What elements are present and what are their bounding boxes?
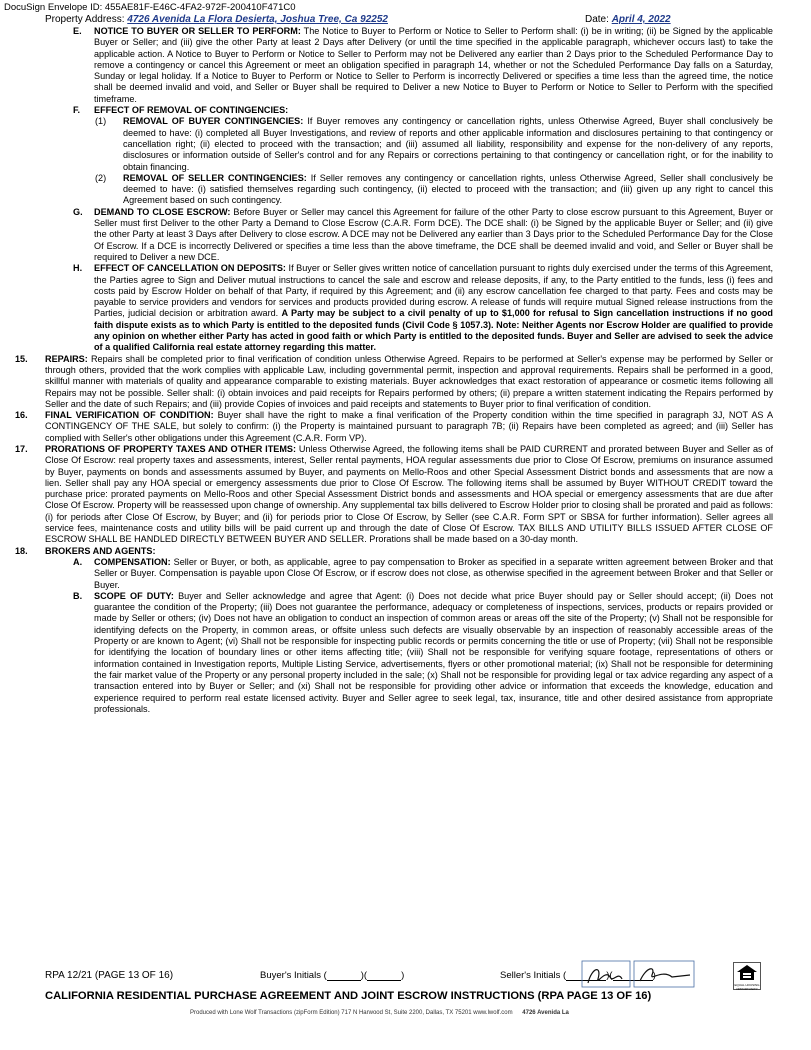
section-text: Buyer shall have the right to make a final verification of the Property condition within the time specified in paragraph 3J, NOT AS A CONTINGENCY OF THE SALE, but solely to confirm: (i) the Property is maintained pursuant to paragraph 7B; (ii) Repairs have been completed as agreed; and (iii) Seller has complied with Seller's other obligations under this Agreement (C.A.R. Form VP). xyxy=(45,410,774,443)
date-label: Date: xyxy=(585,14,609,25)
section-title: EFFECT OF REMOVAL OF CONTINGENCIES: xyxy=(94,105,289,116)
section-label: 15. xyxy=(15,353,28,364)
section-title: REPAIRS: xyxy=(45,353,88,364)
seller-initials-label: Seller's Initials xyxy=(500,970,561,981)
equal-housing-icon: EQUAL HOUSING OPPORTUNITY xyxy=(733,962,761,990)
section-15 xyxy=(15,353,773,410)
form-title: CALIFORNIA RESIDENTIAL PURCHASE AGREEMENT AND JOINT ESCROW INSTRUCTIONS (RPA PAGE 13 OF 16) xyxy=(45,990,652,1002)
section-title: EFFECT OF CANCELLATION ON DEPOSITS: xyxy=(94,263,286,274)
section-g xyxy=(45,207,773,263)
date-value: April 4, 2022 xyxy=(611,14,671,25)
section-title: FINAL VERIFICATION OF CONDITION: xyxy=(45,410,214,421)
section-label: A. xyxy=(73,556,83,567)
property-address: 4726 Avenida La Flora Desierta, Joshua Tree, Ca 92252 xyxy=(127,14,388,25)
section-text: If Seller removes any contingency or cancellation rights, unless Otherwise Agreed, Seller shall conclusively be deemed to have: (i) satisfied themselves regarding such contingency, (ii) elected to proceed with the transaction; and (iii) given up any right to cancel this Agreement based on such contingency. xyxy=(123,172,773,206)
section-17 xyxy=(15,443,773,546)
section-f xyxy=(45,105,773,116)
document-body xyxy=(15,26,774,715)
seller-initials[interactable]: Seller's Initials ( )( ) xyxy=(500,970,656,981)
section-text: Repairs shall be completed prior to final verification of condition unless Otherwise Agreed. Repairs to be performed at Seller's expense may be performed by Seller or through others, provided that the work complies with applicable Law, including governmental permit, inspection and approval requirements. Repairs shall be performed in a good, skillful manner with materials of quality and appearance comparable to existing materials. Buyer acknowledges that exact restoration of appearance or cosmetic items following all Repairs may not be possible. Seller shall: (i) obtain invoices and paid receipts for Repairs performed by others; (ii) prepare a written statement indicating the Repairs performed by Seller and the date of such Repairs; and (iii) provide Copies of invoices and paid receipts and statements to Buyer prior to final verification of condition. xyxy=(45,353,773,409)
section-text: Unless Otherwise Agreed, the following items shall be PAID CURRENT and prorated between Buyer and Seller as of Close Of Escrow: real property taxes and assessments, interest, Seller rental payments, HOA regular assessments due prior to Close Of Escrow, premiums on insurance assumed by Buyer, payments on bonds and assessments assumed by Buyer, and payments on Mello-Roos and other Special Assessment District bonds and assessments that are now a lien. Seller shall pay any HOA special or emergency assessments due prior to Close Of Escrow. The following items shall be assumed by Buyer WITHOUT CREDIT toward the purchase price: prorated payments on Mello-Roos and other Special Assessment District bonds and assessments and HOA special or emergency assessments that are due after Close Of Escrow. Property will be reassessed upon change of ownership. Any supplemental tax bills delivered to Escrow Holder prior to closing shall be prorated and paid as follows: (i) for periods after Close Of Escrow, by Buyer; and (ii) for periods prior to Close Of Escrow, by Seller (see C.A.R. Form SPT or SBSA for further information). Seller agrees all service fees, maintenance costs and utility bills will be paid current up and through the date of Close Of Escrow. TAX BILLS AND UTILITY BILLS ISSUED AFTER CLOSE OF ESCROW SHALL BE HANDLED DIRECTLY BETWEEN BUYER AND SELLER. Prorations shall be made based on a 30-day month. xyxy=(45,443,773,545)
section-label: 16. xyxy=(15,410,28,421)
section-text: If Buyer removes any contingency or cancellation rights, unless Otherwise Agreed, Buyer shall conclusively be deemed to have: (i) completed all Buyer Investigations, and review of reports and other applicable information and disclosures pertaining to that contingency or cancellation right; (ii) elected to proceed with the transaction; and (iii) assumed all liability, responsibility and expense for the non-delivery of any reports, disclosures or information outside of Seller's control and for any Repairs or corrections pertaining to that contingency or cancellation right, or for the inability to obtain financing. xyxy=(123,116,773,172)
seller-initials-signature xyxy=(580,959,710,989)
section-title: SCOPE OF DUTY: xyxy=(94,590,174,601)
form-id: RPA 12/21 (PAGE 13 OF 16) xyxy=(45,970,174,981)
section-title: REMOVAL OF SELLER CONTINGENCIES: xyxy=(123,172,307,183)
section-title: BROKERS AND AGENTS: xyxy=(45,545,156,556)
property-header xyxy=(45,14,745,25)
section-label: (2) xyxy=(95,172,107,183)
section-label: F. xyxy=(73,105,81,116)
section-18 xyxy=(15,545,773,557)
section-label: G. xyxy=(73,206,83,217)
envelope-id: DocuSign Envelope ID: 455AE81F-E46C-4FA2-972F-200410F471C0 xyxy=(4,2,296,13)
produced-by: Produced with Lone Wolf Transactions (zipForm Edition) 717 N Harwood St, Suite 2200, Dallas, TX 75201 www.lwolf.com 4726 Avenida La xyxy=(190,1010,569,1016)
section-label: H. xyxy=(73,263,83,274)
section-title: PRORATIONS OF PROPERTY TAXES AND OTHER ITEMS: xyxy=(45,443,296,454)
section-title: DEMAND TO CLOSE ESCROW: xyxy=(94,206,231,217)
section-text: Before Buyer or Seller may cancel this Agreement for failure of the other Party to close escrow pursuant to this Agreement, Buyer or Seller must first Deliver to the other Party a Demand to Close Escrow (C.A.R. Form DCE). The DCE shall: (i) be Signed by the applicable Buyer or Seller; and (ii) give the other Party at least 3 Days after Delivery to close escrow. A DCE may not be Delivered any earlier than 3 Days prior to the Scheduled Performance Day for the Close Of Escrow. If a DCE is incorrectly Delivered or specifies a time less than the above timeframe, the DCE shall be deemed invalid and void, and Seller or Buyer shall be required to Deliver a new DCE. xyxy=(94,206,773,262)
section-text: If Buyer or Seller gives written notice of cancellation pursuant to rights duly exercised under the terms of this Agreement, the Parties agree to Sign and Deliver mutual instructions to cancel the sale and escrow and release deposits, if any, to the Party entitled to the funds, less (i) fees and costs paid by Escrow Holder on behalf of that Party, if required by this Agreement; and (ii) any escrow cancellation fee charged to that party. Fees and costs may be payable to service providers and vendors for services and products provided during escrow. A release of funds will require mutual Signed release instructions from the Parties, judicial decision or arbitration award. xyxy=(94,263,774,319)
section-h xyxy=(45,263,773,353)
buyer-initials[interactable]: Buyer's Initials ( )( ) xyxy=(260,970,405,981)
section-title: COMPENSATION: xyxy=(94,556,171,567)
section-text: Seller or Buyer, or both, as applicable, agree to pay compensation to Broker as specified in a separate written agreement between Broker and that Seller or Buyer. Compensation is payable upon Close Of Escrow, or if escrow does not close, as otherwise specified in the agreement between Broker and that Seller or Buyer. xyxy=(94,556,773,590)
buyer-initials-label: Buyer's Initials xyxy=(260,970,321,981)
section-1 xyxy=(45,116,773,172)
section-a xyxy=(45,557,773,591)
section-b xyxy=(45,591,773,715)
section-e xyxy=(45,26,773,105)
section-label: B. xyxy=(73,590,83,601)
section-bold-text: A Party may be subject to a civil penalty of up to $1,000 for refusal to Sign cancellation instructions if no good faith dispute exists as to which Party is entitled to the deposited funds (Civil Code § 1057.3). Note: Neither Agents nor Escrow Holder are qualified to provide any opinion on whether either Party has acted in good faith or which Party is entitled to the deposited funds. Buyer and Seller are advised to seek the advice of a qualified California real estate attorney regarding this matter. xyxy=(94,308,773,353)
buyer-initial-box-2[interactable] xyxy=(367,970,401,981)
section-title: NOTICE TO BUYER OR SELLER TO PERFORM: xyxy=(94,26,301,36)
section-text: The Notice to Buyer to Perform or Notice to Seller to Perform shall: (i) be in writing; (ii) be Signed by the applicable Buyer or Seller; and (iii) give the other Party at least 2 Days after Delivery (or until the time specified in the applicable paragraph, whichever occurs last) to take the applicable action. A Notice to Buyer to Perform or Notice to Seller to Perform may not be Delivered any earlier than 2 Days prior to the Scheduled Performance Day to remove a contingency or cancel this Agreement or meet an obligation specified in paragraph 14, whether or not the Scheduled Performance Day falls on a Saturday, Sunday or legal holiday. If a Notice to Buyer to Perform or Notice to Seller to Perform is incorrectly Delivered or specifies a time less than the agreed time, the notice shall be deemed invalid and void, and Seller or Buyer shall be required to Deliver a new Notice to Buyer to Perform or Notice to Seller to Perform with the specified timeframe. xyxy=(94,26,773,104)
property-label: Property Address: xyxy=(45,14,125,25)
section-text: Buyer and Seller acknowledge and agree that Agent: (i) Does not decide what price Buyer should pay or Seller should accept; (ii) Does not guarantee the condition of the Property; (iii) Does not guarantee the performance, adequacy or completeness of inspections, services, products or repairs provided or made by Seller or others; (iv) Does not have an obligation to conduct an inspection of common areas or areas off the site of the Property; (v) Shall not be responsible for identifying defects on the Property, in common areas, or offsite unless such defects are visually observable by an inspection of reasonably accessible areas of the Property or are known to Agent; (vi) Shall not be responsible for inspecting public records or permits concerning the title or use of Property; (vii) Shall not be responsible for identifying the location of boundary lines or other items affecting title; (viii) Shall not be responsible for verifying square footage, representations of others or information contained in Investigation reports, Multiple Listing Service, advertisements, flyers or other promotional material; (ix) Shall not be responsible for determining the fair market value of the Property or any personal property included in the sale; (x) Shall not be responsible for providing legal or tax advice regarding any aspect of a transaction entered into by Buyer or Seller; and (xi) Shall not be responsible for providing other advice or information that exceeds the knowledge, education and experience required to perform real estate licensed activity. Buyer and Seller agree to seek legal, tax, insurance, title and other desired assistance from appropriate professionals. xyxy=(94,590,773,714)
buyer-initial-box-1[interactable] xyxy=(327,970,361,981)
section-label: E. xyxy=(73,26,82,36)
section-16 xyxy=(15,410,774,444)
section-2 xyxy=(45,173,773,207)
section-label: 18. xyxy=(15,545,28,556)
section-title: REMOVAL OF BUYER CONTINGENCIES: xyxy=(123,116,304,127)
section-label: (1) xyxy=(95,116,107,127)
section-label: 17. xyxy=(15,443,28,454)
